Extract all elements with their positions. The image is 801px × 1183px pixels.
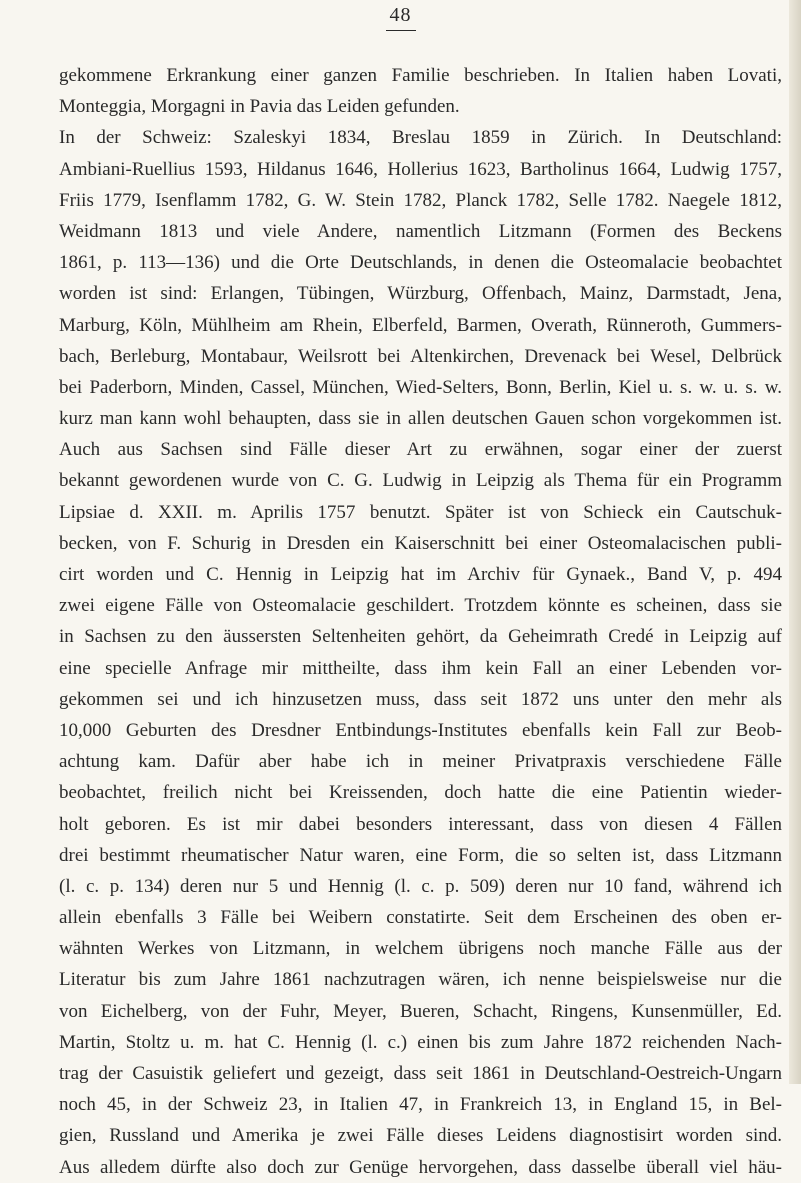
text-line: trag der Casuistik geliefert und gezeigt, dass seit 1861 in Deutschland-Oestreich-Ungarn bbox=[59, 1063, 782, 1084]
text-line: Literatur bis zum Jahre 1861 nachzutragen wären, ich nenne beispielsweise nur die bbox=[59, 969, 782, 991]
text-line: holt geboren. Es ist mir dabei besonders interessant, dass von diesen 4 Fällen bbox=[59, 813, 782, 835]
text-line: eine specielle Anfrage mir mittheilte, dass ihm kein Fall an einer Lebenden vor- bbox=[59, 657, 782, 679]
page-number: 48 bbox=[389, 4, 412, 26]
text-line: Auch aus Sachsen sind Fälle dieser Art zu erwähnen, sogar einer der zuerst bbox=[59, 439, 782, 461]
text-line: beobachtet, freilich nicht bei Kreissenden, doch hatte die eine Patientin wieder- bbox=[59, 782, 782, 804]
text-line: drei bestimmt rheumatischer Natur waren, eine Form, die so selten ist, dass Litzmann bbox=[59, 844, 782, 866]
text-line: cirt worden und C. Hennig in Leipzig hat im Archiv für Gynaek., Band V, p. 494 bbox=[59, 564, 782, 585]
text-line: bei Paderborn, Minden, Cassel, München, Wied-Selters, Bonn, Berlin, Kiel u. s. w. u. s. w. bbox=[59, 376, 782, 398]
text-line: gien, Russland und Amerika je zwei Fälle dieses Leidens diagnostisirt worden sind. bbox=[59, 1125, 782, 1147]
text-line: becken, von F. Schurig in Dresden ein Kaiserschnitt bei einer Osteomalacischen publi- bbox=[59, 532, 782, 554]
text-line: 1861, p. 113—136) und die Orte Deutschlands, in denen die Osteomalacie beobachtet bbox=[59, 252, 782, 274]
text-line: In der Schweiz: Szaleskyi 1834, Breslau 1859 in Zürich. In Deutschland: bbox=[59, 127, 782, 149]
text-line: in Sachsen zu den äussersten Seltenheiten gehört, da Geheimrath Credé in Leipzig auf bbox=[59, 626, 782, 648]
text-line: allein ebenfalls 3 Fälle bei Weibern constatirte. Seit dem Erscheinen des oben er- bbox=[59, 907, 782, 929]
text-line: zwei eigene Fälle von Osteomalacie geschildert. Trotzdem könnte es scheinen, dass sie bbox=[59, 595, 782, 617]
text-line: Weidmann 1813 und viele Andere, namentlich Litzmann (Formen des Beckens bbox=[59, 220, 782, 242]
text-line: Aus alledem dürfte also doch zur Genüge hervorgehen, dass dasselbe überall viel häu- bbox=[59, 1156, 782, 1178]
text-line: Ambiani-Ruellius 1593, Hildanus 1646, Hollerius 1623, Bartholinus 1664, Ludwig 1757, bbox=[59, 158, 782, 180]
text-line: von Eichelberg, von der Fuhr, Meyer, Bueren, Schacht, Ringens, Kunsenmüller, Ed. bbox=[59, 1000, 782, 1022]
text-line: gekommen sei und ich hinzusetzen muss, dass seit 1872 uns unter den mehr als bbox=[59, 688, 782, 710]
text-line: Monteggia, Morgagni in Pavia das Leiden gefunden. bbox=[59, 96, 460, 118]
text-line: (l. c. p. 134) deren nur 5 und Hennig (l. c. p. 509) deren nur 10 fand, während ich bbox=[59, 875, 782, 897]
text-line: Friis 1779, Isenflamm 1782, G. W. Stein 1782, Planck 1782, Selle 1782. Naegele 1812, bbox=[59, 189, 782, 211]
page-edge bbox=[789, 0, 801, 1084]
text-line: wähnten Werkes von Litzmann, in welchem übrigens noch manche Fälle aus der bbox=[59, 938, 782, 960]
page-number-rule bbox=[386, 30, 416, 31]
text-line: Lipsiae d. XXII. m. Aprilis 1757 benutzt. Später ist von Schieck ein Cautschuk- bbox=[59, 501, 782, 523]
text-line: kurz man kann wohl behaupten, dass sie in allen deutschen Gauen schon vorgekommen ist. bbox=[59, 408, 782, 430]
text-line: achtung kam. Dafür aber habe ich in meiner Privatpraxis verschiedene Fälle bbox=[59, 751, 782, 773]
text-line: worden ist sind: Erlangen, Tübingen, Würzburg, Offenbach, Mainz, Darmstadt, Jena, bbox=[59, 283, 782, 305]
text-line: bach, Berleburg, Montabaur, Weilsrott bei Altenkirchen, Drevenack bei Wesel, Delbrück bbox=[59, 345, 782, 367]
text-line: 10,000 Geburten des Dresdner Entbindungs-Institutes ebenfalls kein Fall zur Beob- bbox=[59, 719, 782, 741]
text-line: Martin, Stoltz u. m. hat C. Hennig (l. c.) einen bis zum Jahre 1872 reichenden Nach- bbox=[59, 1031, 782, 1053]
body-text bbox=[59, 60, 782, 1183]
text-line: Marburg, Köln, Mühlheim am Rhein, Elberfeld, Barmen, Overath, Rünneroth, Gummers- bbox=[59, 314, 782, 336]
text-line: gekommene Erkrankung einer ganzen Familie beschrieben. In Italien haben Lovati, bbox=[59, 65, 782, 86]
text-line: bekannt gewordenen wurde von C. G. Ludwig in Leipzig als Thema für ein Programm bbox=[59, 470, 782, 492]
text-line: noch 45, in der Schweiz 23, in Italien 47, in Frankreich 13, in England 15, in Bel- bbox=[59, 1094, 782, 1116]
